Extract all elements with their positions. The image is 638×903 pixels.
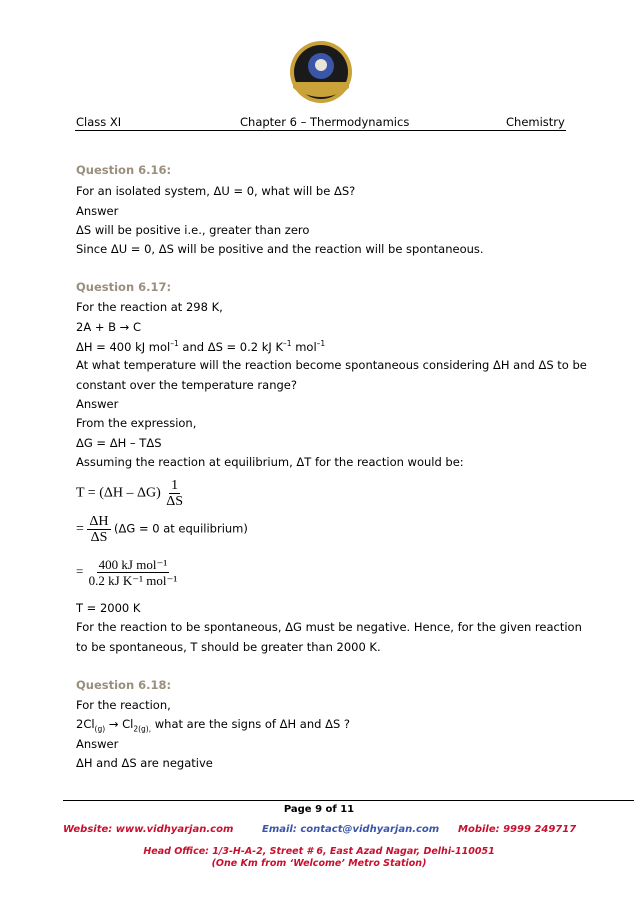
- q618-line-1: For the reaction,: [76, 698, 171, 712]
- q617-line-3: ΔH = 400 kJ mol$^{-1}$ and ΔS = 0.2 kJ $K^{-1}$ mol$^{-1}$: [76, 339, 326, 354]
- q617-line-2: 2A + B → C: [76, 320, 141, 334]
- q616-answer-2: Since ΔU = 0, ΔS will be positive and the reaction will be spontaneous.: [76, 242, 484, 256]
- equation-3: = $\frac{\text{400 kJ mol⁻¹}}{\text{0.2 kJ K⁻¹ mol⁻¹}}$: [76, 557, 178, 588]
- footer-office: Head Office: 1/3-H-A-2, Street # 6, East Azad Nagar, Delhi-110051: [143, 846, 495, 857]
- footer-office-note: (One Km from ‘Welcome’ Metro Station): [211, 858, 427, 869]
- q617-line-5: constant over the temperature range?: [76, 378, 297, 392]
- q618-line-2: $2Cl_{(g)} \to Cl_{2(g),}$ what are the signs of ΔH and ΔS ?: [76, 717, 351, 734]
- footer-website[interactable]: Website: www.vidhyarjan.com: [63, 824, 234, 835]
- q616-answer-label: Answer: [76, 204, 119, 218]
- header-class: Class XI: [76, 115, 122, 129]
- q617-answer-6: to be spontaneous, T should be greater than 2000 K.: [76, 640, 381, 654]
- q617-line-1: For the reaction at 298 K,: [76, 300, 223, 314]
- equation-1: T = (ΔH – ΔG) $\frac{1}{\Delta S}$: [76, 478, 184, 509]
- equation-2: = $\frac{\Delta H}{\Delta S}$ (ΔG = 0 at equilibrium): [76, 514, 248, 545]
- q617-answer-4: T = 2000 K: [76, 601, 141, 615]
- q617-answer-5: For the reaction to be spontaneous, ΔG must be negative. Hence, for the given reaction: [76, 620, 582, 634]
- footer-mobile: Mobile: 9999 249717: [458, 824, 577, 835]
- footer-rule: [63, 800, 634, 801]
- header-rule: [75, 130, 566, 131]
- question-6-17-title: Question 6.17:: [76, 280, 172, 294]
- header-chapter: Chapter 6 – Thermodynamics: [240, 115, 410, 129]
- q616-answer-1: ΔS will be positive i.e., greater than zero: [76, 223, 310, 237]
- q616-question: For an isolated system, ΔU = 0, what will be ΔS?: [76, 184, 356, 198]
- vidhyarjan-logo: [283, 38, 359, 110]
- q617-answer-1: From the expression,: [76, 416, 197, 430]
- question-6-18-title: Question 6.18:: [76, 678, 172, 692]
- q618-answer-1: ΔH and ΔS are negative: [76, 756, 213, 770]
- q617-answer-label: Answer: [76, 397, 119, 411]
- q617-answer-2: ΔG = ΔH – TΔS: [76, 436, 162, 450]
- header-subject: Chemistry: [506, 115, 565, 129]
- q617-answer-3: Assuming the reaction at equilibrium, ΔT for the reaction would be:: [76, 455, 464, 469]
- q618-answer-label: Answer: [76, 737, 119, 751]
- question-6-16-title: Question 6.16:: [76, 163, 172, 177]
- q617-line-4: At what temperature will the reaction become spontaneous considering ΔH and ΔS to be: [76, 358, 587, 372]
- footer-email[interactable]: Email: contact@vidhyarjan.com: [262, 824, 440, 835]
- page-number: Page 9 of 11: [283, 804, 355, 815]
